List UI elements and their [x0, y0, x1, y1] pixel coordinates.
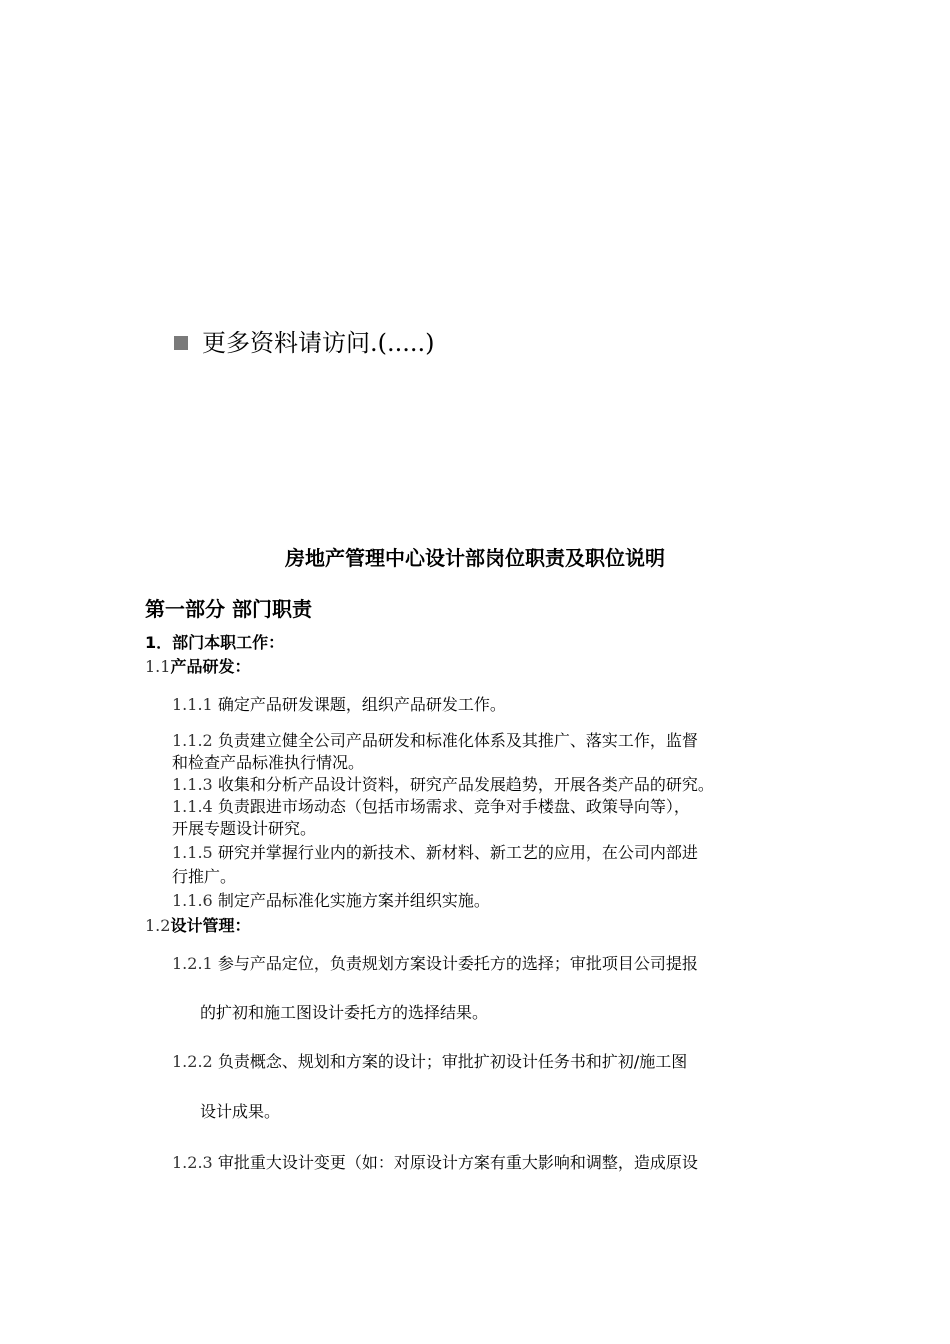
subsection-number: 1.1: [145, 657, 171, 676]
item-1-1-4: [172, 796, 690, 818]
item-1-2-1: [172, 953, 698, 975]
resource-note-text: 更多资料请访问.(.....): [202, 329, 435, 357]
item-1-1-4-cont: 开展专题设计研究。: [172, 819, 317, 838]
document-title: 房地产管理中心设计部岗位职责及职位说明: [285, 546, 665, 570]
item-1-2-2: [172, 1051, 687, 1073]
subsection-label: 产品研发：: [170, 657, 251, 676]
item-number: 1.1.5: [172, 843, 213, 862]
item-text: 负责概念、规划和方案的设计；审批扩初设计任务书和扩初/施工图: [217, 1052, 688, 1071]
item-1-1-6: [172, 890, 490, 912]
item-number: 1.2.3: [172, 1153, 213, 1172]
item-1-1-3: [172, 774, 714, 796]
item-1-1-2: [172, 730, 698, 752]
subsection-heading-1-2: [145, 915, 250, 937]
item-number: 1.1.6: [172, 891, 213, 910]
item-1-2-3: [172, 1152, 698, 1174]
subsection-heading-1-1: [145, 656, 250, 678]
subsection-label: 设计管理：: [170, 916, 251, 935]
item-number: 1.1.4: [172, 797, 213, 816]
subsection-number: 1.2: [145, 916, 171, 935]
item-text: 收集和分析产品设计资料，研究产品发展趋势，开展各类产品的研究。: [217, 775, 714, 794]
item-number: 1.2.1: [172, 954, 213, 973]
part-heading: 第一部分 部门职责: [145, 597, 312, 621]
section-heading: 1．部门本职工作：: [145, 633, 285, 652]
item-1-1-5-cont: 行推广。: [172, 867, 237, 886]
item-number: 1.1.3: [172, 775, 213, 794]
item-number: 1.1.1: [172, 695, 213, 714]
item-text: 参与产品定位，负责规划方案设计委托方的选择；审批项目公司提报: [217, 954, 698, 973]
item-1-1-2-cont: 和检查产品标准执行情况。: [172, 753, 365, 772]
item-text: 研究并掌握行业内的新技术、新材料、新工艺的应用，在公司内部进: [217, 843, 698, 862]
item-1-2-1-cont: 的扩初和施工图设计委托方的选择结果。: [200, 1003, 489, 1022]
item-text: 确定产品研发课题，组织产品研发工作。: [217, 695, 506, 714]
item-text: 审批重大设计变更（如：对原设计方案有重大影响和调整，造成原设: [217, 1153, 698, 1172]
item-number: 1.2.2: [172, 1052, 213, 1071]
item-1-2-2-cont: 设计成果。: [200, 1102, 281, 1121]
item-text: 制定产品标准化实施方案并组织实施。: [217, 891, 490, 910]
item-1-1-5: [172, 842, 698, 864]
square-bullet-icon: [174, 336, 188, 350]
item-number: 1.1.2: [172, 731, 213, 750]
resource-note: [174, 328, 435, 358]
item-text: 负责建立健全公司产品研发和标准化体系及其推广、落实工作，监督: [217, 731, 698, 750]
item-text: 负责跟进市场动态（包括市场需求、竞争对手楼盘、政策导向等），: [217, 797, 690, 816]
item-1-1-1: [172, 694, 506, 716]
